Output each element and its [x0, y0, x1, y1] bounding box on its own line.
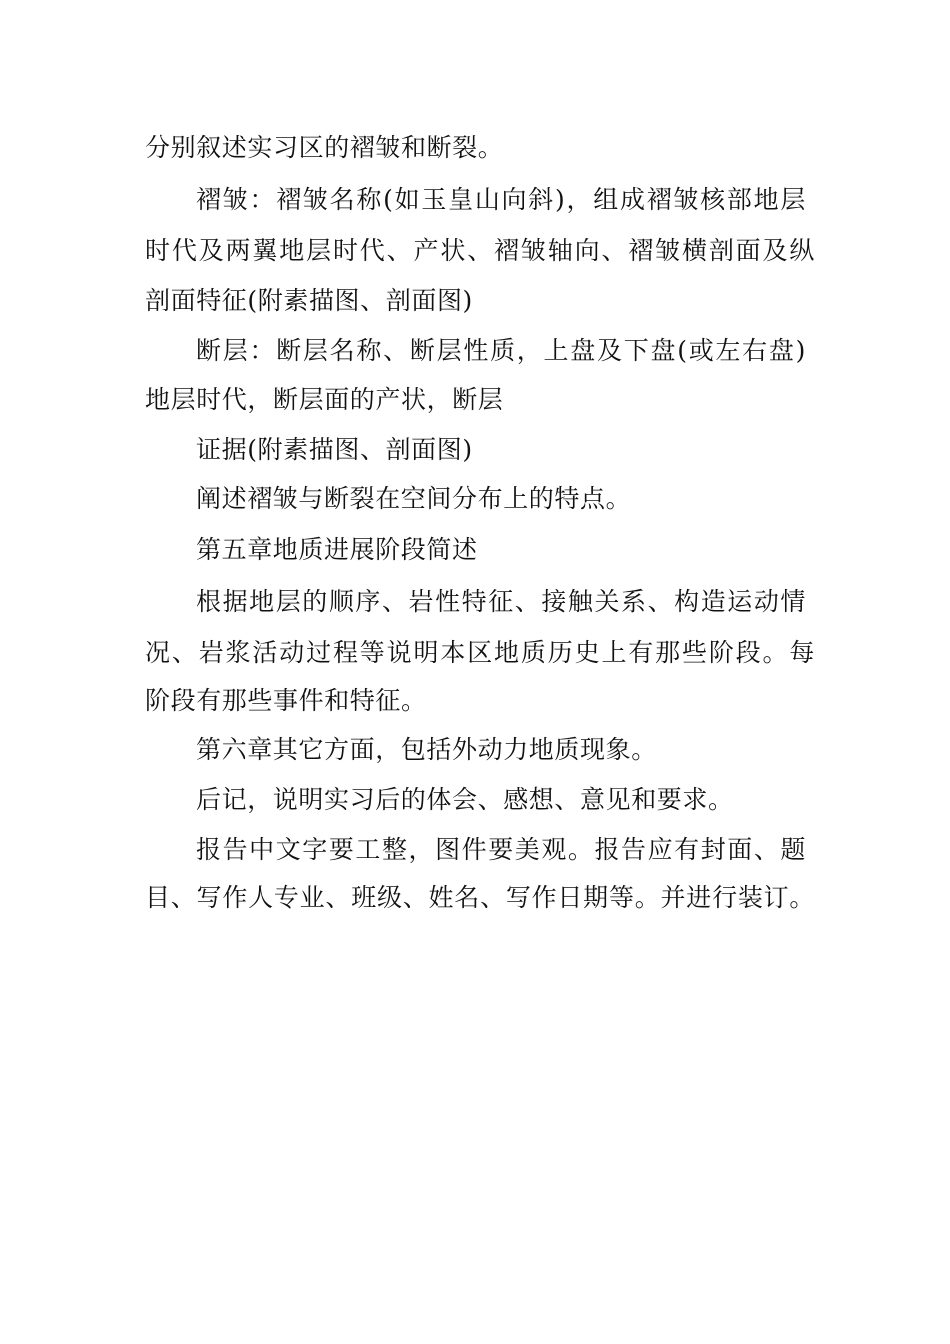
text-line-5: 断层：断层名称、断层性质，上盘及下盘(或左右盘): [196, 336, 806, 365]
text-line-2: 褶皱：褶皱名称(如玉皇山向斜)，组成褶皱核部地层: [196, 185, 806, 214]
chapter-6-heading: 第六章其它方面，包括外动力地质现象。: [196, 735, 657, 764]
text-line-12: 阶段有那些事件和特征。: [145, 686, 427, 715]
text-line-6: 地层时代，断层面的产状，断层: [145, 385, 504, 414]
chapter-5-heading: 第五章地质进展阶段简述: [196, 535, 478, 564]
text-line-10: 根据地层的顺序、岩性特征、接触关系、构造运动情: [196, 587, 806, 616]
text-line-16: 目、写作人专业、班级、姓名、写作日期等。并进行装订。: [145, 883, 815, 912]
text-line-15: 报告中文字要工整，图件要美观。报告应有封面、题: [196, 835, 806, 864]
text-line-4: 剖面特征(附素描图、剖面图): [145, 286, 473, 315]
text-line-3: 时代及两翼地层时代、产状、褶皱轴向、褶皱横剖面及纵: [145, 236, 815, 265]
text-line-11: 况、岩浆活动过程等说明本区地质历史上有那些阶段。每: [145, 638, 815, 667]
afterword-line: 后记，说明实习后的体会、感想、意见和要求。: [196, 785, 734, 814]
text-line-7: 证据(附素描图、剖面图): [196, 435, 473, 464]
text-line-8: 阐述褶皱与断裂在空间分布上的特点。: [196, 484, 632, 513]
text-line-1: 分别叙述实习区的褶皱和断裂。: [145, 133, 504, 162]
